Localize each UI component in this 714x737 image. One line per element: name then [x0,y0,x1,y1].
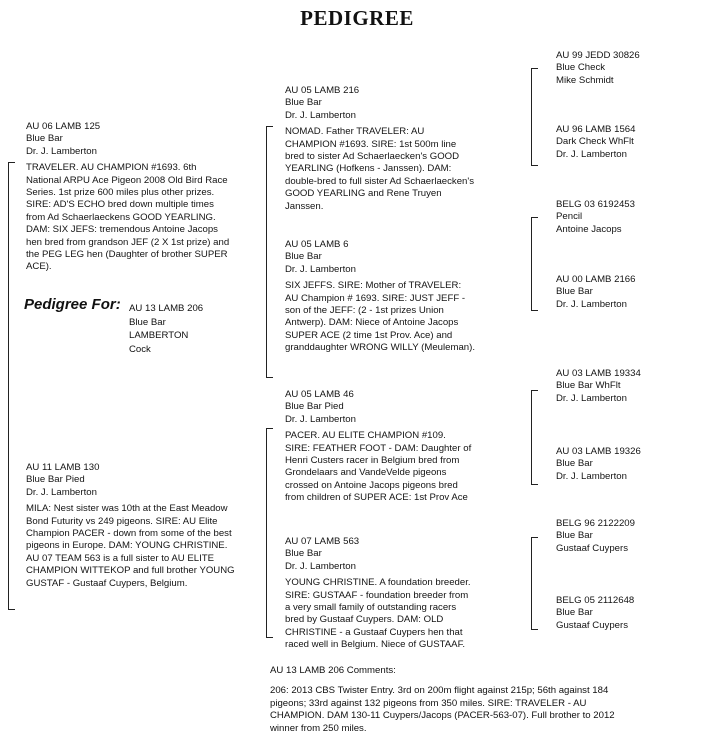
gen4-block-8 [556,595,634,632]
gen4-color: Dark Check WhFlt [556,136,634,148]
gen4-owner: Dr. J. Lamberton [556,392,627,404]
page-title: PEDIGREE [300,6,414,30]
gen4-band: AU 03 LAMB 19334 [556,368,641,379]
sire-band: AU 06 LAMB 125 [26,121,101,132]
gen4-owner: Dr. J. Lamberton [556,298,627,310]
dam-color: Blue Bar Pied [26,474,85,486]
dam-sire-band: AU 05 LAMB 46 [285,389,354,400]
gen4-block-6 [556,446,641,483]
sire-dam-description: SIX JEFFS. SIRE: Mother of TRAVELER: AU Champion # 1693. SIRE: JUST JEFF - son of the JEFF: (2 - 1st prizes Union Antwerp). DAM: Niece of Antoine Jacops SUPER ACE (2 time 1st Prov. Ace) and granddaughter WRONG WILLY (Meuleman). [285,280,475,354]
bracket-sire-sire [531,68,538,166]
gen4-color: Blue Bar [556,458,593,470]
gen4-owner: Gustaaf Cuypers [556,619,628,631]
gen4-owner: Antoine Jacops [556,223,622,235]
gen4-color: Blue Check [556,62,606,74]
dam-owner: Dr. J. Lamberton [26,486,97,498]
dam-dam-description: YOUNG CHRISTINE. A foundation breeder. SIRE: GUSTAAF - foundation breeder from a very small family of outstanding racers bred by Gustaaf Cuypers. DAM: OLD CHRISTINE - a Gustaaf Cuypers hen that raced well in Belgium. Niece of GUSTAAF. [285,577,471,651]
dam-block [26,462,262,590]
sire-dam-block [285,239,515,355]
dam-sire-block [285,389,515,505]
gen4-block-7 [556,518,635,555]
gen4-band: BELG 03 6192453 [556,199,635,210]
dam-dam-block [285,536,515,652]
gen4-band: AU 99 JEDD 30826 [556,50,640,61]
bracket-sire [266,126,273,378]
dam-description: MILA: Nest sister was 10th at the East Meadow Bond Futurity vs 249 pigeons. SIRE: AU Elite Champion PACER - down from some of the best pigeons in Europe. DAM: YOUNG CHRISTINE. AU 07 TEAM 563 is a full sister to AU ELITE CHAMPION WITTEKOP and full brother YOUNG GUSTAF - Gustaaf Cuypers, Belgium. [26,503,235,589]
dam-sire-description: PACER. AU ELITE CHAMPION #109. SIRE: FEATHER FOOT - DAM: Daughter of Henri Custers racer in Belgium bred from Grondelaars and VandeVelde pigeons crossed on Antoine Jacops pigeons bred from children of SUPER ACE: 1st Prov Ace [285,430,472,504]
pedigree-for-label: Pedigree For: [24,296,121,313]
gen4-color: Blue Bar WhFlt [556,380,621,392]
comments-section [270,665,700,735]
bracket-sire-dam [531,217,538,311]
dam-sire-owner: Dr. J. Lamberton [285,413,356,425]
dam-band: AU 11 LAMB 130 [26,462,100,473]
sire-sire-color: Blue Bar [285,97,322,109]
sire-color: Blue Bar [26,133,63,145]
sire-block [26,121,262,274]
gen4-band: BELG 05 2112648 [556,595,635,606]
gen4-owner: Dr. J. Lamberton [556,148,627,160]
sire-sire-block [285,85,515,213]
bracket-dam-sire [531,390,538,485]
sire-description: TRAVELER. AU CHAMPION #1693. 6th National ARPU Ace Pigeon 2008 Old Bird Race Series. 1st prize 600 miles plus other prizes. SIRE: AD'S ECHO bred down multiple times from Ad Schaerlaeckens GOOD YEARLING. DAM: SIX JEFS: tremendous Antoine Jacops hen bred from grandson JEF (2 X 1st prize) and the PEG LEG hen (Daughter of brother SUPER ACE). [26,162,230,273]
gen4-band: AU 03 LAMB 19326 [556,446,641,457]
comments-body: 206: 2013 CBS Twister Entry. 3rd on 200m flight against 215p; 56th against 184 pigeons; 33rd against 132 pigeons from 350 miles. SIRE: TRAVELER - AU CHAMPION. DAM 130-11 Cuypers/Jacops (PACER-563-07). Full brother to 2012 winner from 250 miles. [270,685,615,734]
sire-dam-owner: Dr. J. Lamberton [285,263,356,275]
gen4-band: AU 00 LAMB 2166 [556,274,636,285]
gen4-color: Blue Bar [556,286,593,298]
dam-dam-color: Blue Bar [285,548,322,560]
gen4-block-3 [556,199,635,236]
sire-owner: Dr. J. Lamberton [26,145,97,157]
gen4-color: Blue Bar [556,530,593,542]
subject-owner: LAMBERTON [129,330,189,341]
gen4-color: Pencil [556,211,583,223]
sire-dam-color: Blue Bar [285,251,322,263]
gen4-owner: Mike Schmidt [556,74,614,86]
subject-block [129,302,203,356]
dam-dam-band: AU 07 LAMB 563 [285,536,360,547]
subject-color: Blue Bar [129,316,166,328]
gen4-block-5 [556,368,641,405]
bracket-subject [8,162,15,610]
gen4-owner: Dr. J. Lamberton [556,470,627,482]
comments-title: AU 13 LAMB 206 Comments: [270,665,396,676]
gen4-block-1 [556,50,640,87]
subject-sex: Cock [129,343,151,355]
gen4-band: BELG 96 2122209 [556,518,635,529]
gen4-color: Blue Bar [556,607,593,619]
sire-sire-owner: Dr. J. Lamberton [285,109,356,121]
gen4-owner: Gustaaf Cuypers [556,542,628,554]
dam-sire-color: Blue Bar Pied [285,401,344,413]
sire-sire-description: NOMAD. Father TRAVELER: AU CHAMPION #1693. SIRE: 1st 500m line bred to sister Ad Schaerlaecken's GOOD YEARLING (Hofkens - Janssen). DAM: double-bred to full sister Ad Schaerlaecken's GOOD YEARLING and Rene Truyen Janssen. [285,126,475,212]
gen4-block-4 [556,274,635,311]
sire-dam-band: AU 05 LAMB 6 [285,239,349,250]
gen4-band: AU 96 LAMB 1564 [556,124,636,135]
bracket-dam-dam [531,537,538,630]
sire-sire-band: AU 05 LAMB 216 [285,85,360,96]
bracket-dam [266,428,273,638]
subject-band: AU 13 LAMB 206 [129,303,204,314]
dam-dam-owner: Dr. J. Lamberton [285,560,356,572]
gen4-block-2 [556,124,635,161]
